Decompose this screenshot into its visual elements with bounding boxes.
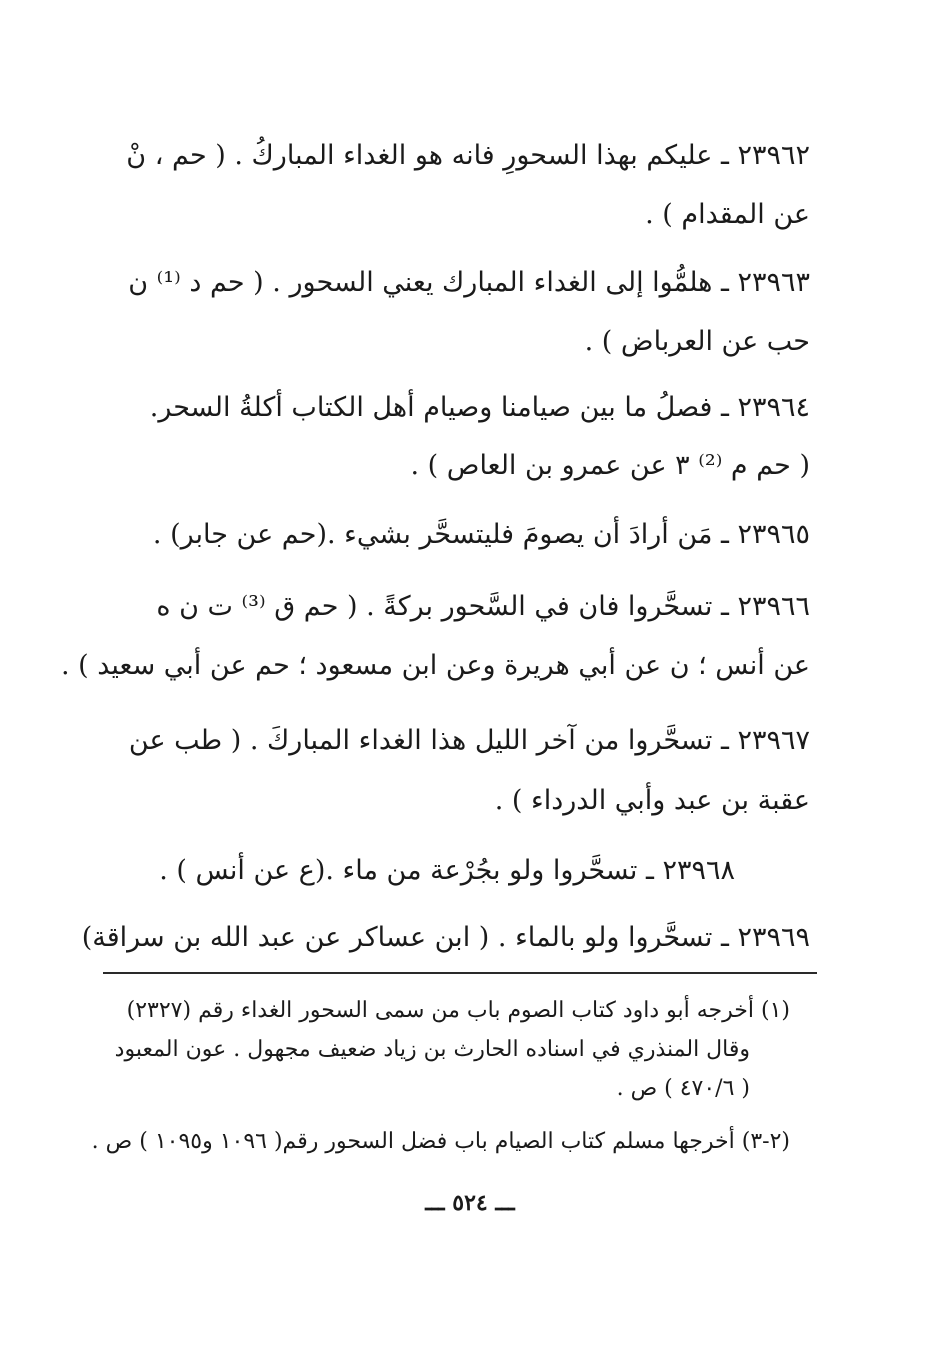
hadith-23966-line-1: ٢٣٩٦٦ ـ تسحَّروا فان في السَّحور بركةً . ( حم ق ⁽³⁾ ت ن ه — [156, 591, 810, 622]
hadith-23964-line-1: ٢٣٩٦٤ ـ فصلُ ما بين صيامنا وصيام أهل الكتاب أكلةُ السحر. — [149, 392, 810, 423]
hadith-23969-line-1: ٢٣٩٦٩ ـ تسحَّروا ولو بالماء . ( ابن عساكر عن عبد الله بن سراقة) — [81, 922, 810, 953]
footnote-1-line-2: وقال المنذري في اسناده الحارث بن زياد ضعيف مجهول . عون المعبود — [114, 1037, 750, 1062]
footnote-1-line-1: (١) أخرجه أبو داود كتاب الصوم باب من سمى السحور الغداء رقم (٢٣٢٧) — [126, 998, 790, 1023]
hadith-23963-line-1: ٢٣٩٦٣ ـ هلمُّوا إلى الغداء المبارك يعني السحور . ( حم د ⁽¹⁾ ن — [128, 267, 810, 298]
page-number: ـــ ٥٢٤ ـــ — [425, 1190, 515, 1216]
footnote-1-line-3: ( ٤٧٠/٦ ) ص . — [616, 1076, 750, 1101]
hadith-23962-line-1: ٢٣٩٦٢ ـ عليكم بهذا السحورِ فانه هو الغداء المباركُ . ( حم ، نْ — [126, 140, 810, 171]
hadith-23962-line-2: عن المقدام ) . — [645, 199, 810, 230]
hadith-23967-line-1: ٢٣٩٦٧ ـ تسحَّروا من آخر الليل هذا الغداء المباركَ . ( طب عن — [128, 725, 810, 756]
footnote-separator — [103, 972, 817, 974]
hadith-23965-line-1: ٢٣٩٦٥ ـ مَن أرادَ أن يصومَ فليتسحَّر بشيء .(حم عن جابر) . — [152, 519, 810, 550]
hadith-23967-line-2: عقبة بن عبد وأبي الدرداء ) . — [494, 785, 810, 816]
hadith-23963-line-2: حب عن العرباض ) . — [584, 326, 810, 357]
hadith-23966-line-2: عن أنس ؛ ن عن أبي هريرة وعن ابن مسعود ؛ حم عن أبي سعيد ) . — [60, 650, 810, 681]
hadith-23968-line-1: ٢٣٩٦٨ ـ تسحَّروا ولو بجُرْعة من ماء .(ع عن أنس ) . — [159, 855, 735, 886]
footnote-2-3-line-1: (٢-٣) أخرجها مسلم كتاب الصيام باب فضل السحور رقم( ١٠٩٦ و١٠٩٥ ) ص . — [91, 1129, 790, 1154]
hadith-23964-line-2: ( حم م ⁽²⁾ ٣ عن عمرو بن العاص ) . — [410, 450, 810, 481]
